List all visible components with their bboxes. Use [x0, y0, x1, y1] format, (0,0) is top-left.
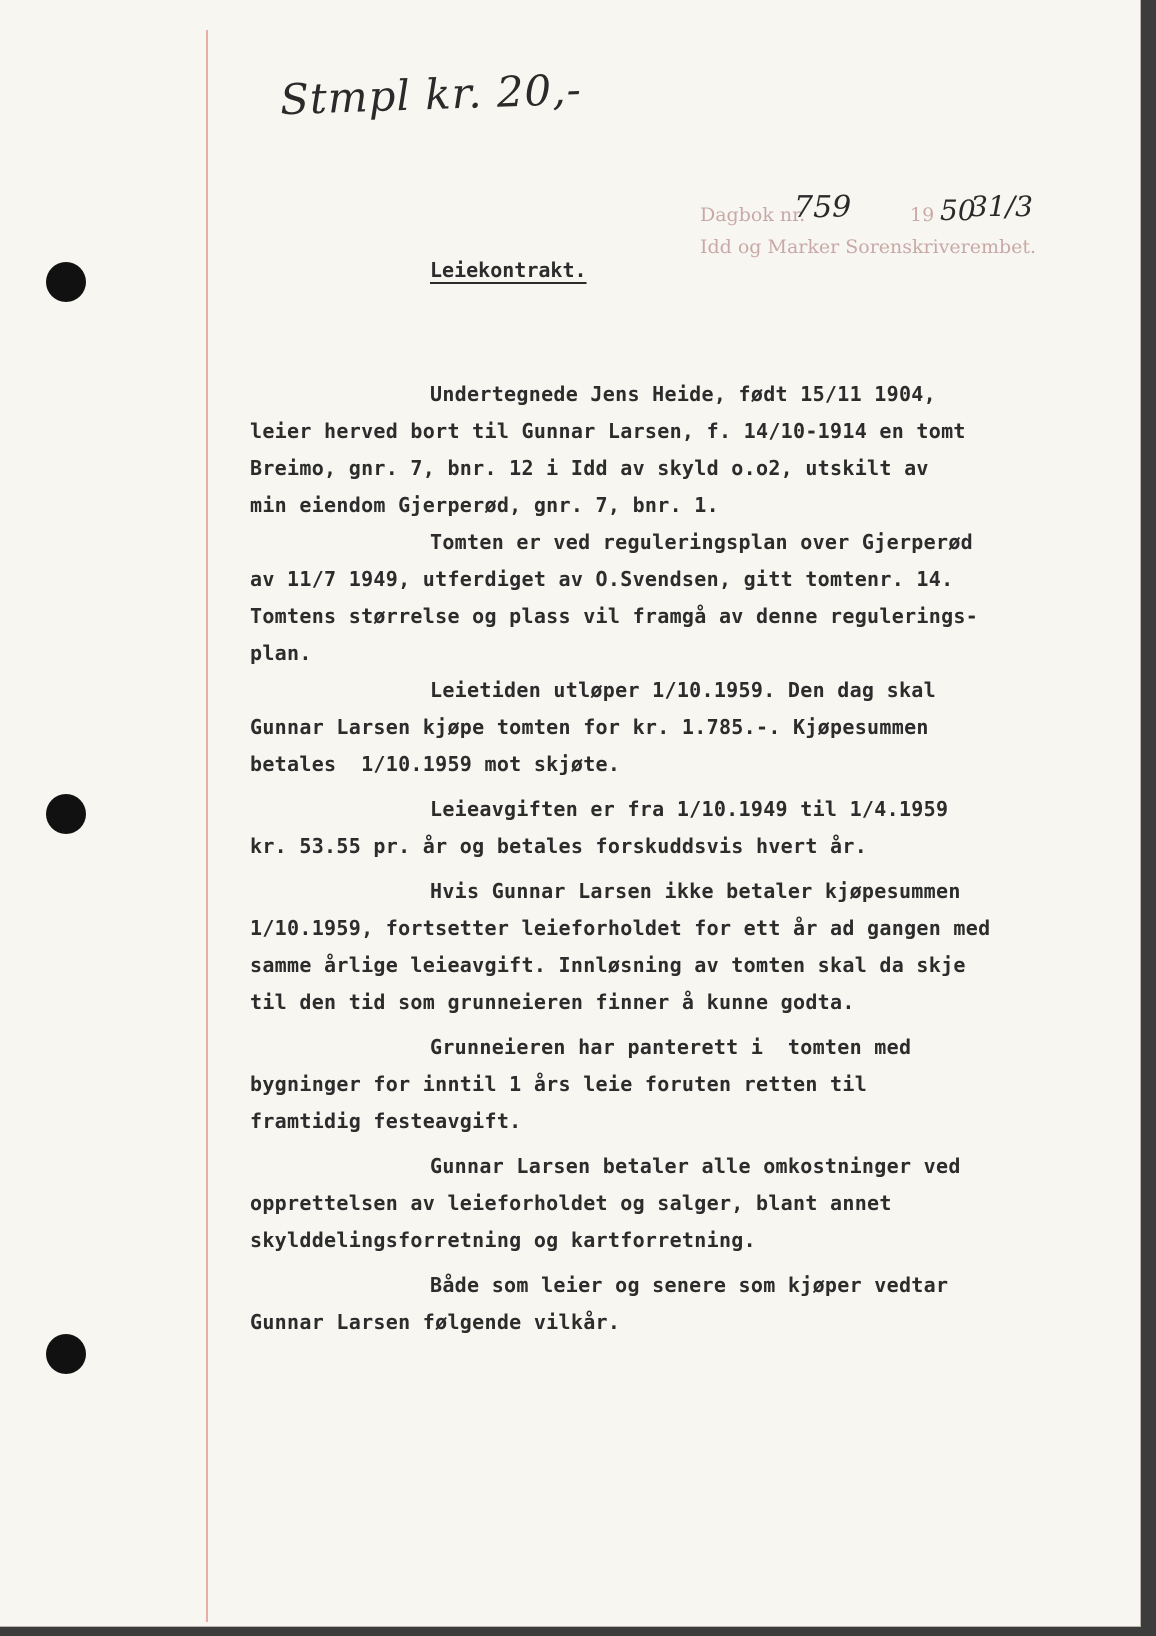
punch-hole: [46, 794, 86, 834]
text-line: Leieavgiften er fra 1/10.1949 til 1/4.1959: [430, 797, 949, 821]
text-line: Både som leier og senere som kjøper vedtar: [430, 1273, 949, 1297]
text-line: Grunneieren har panterett i tomten med: [430, 1035, 912, 1059]
text-line: leier herved bort til Gunnar Larsen, f. 14/10-1914 en tomt: [250, 419, 966, 443]
document-title: Leiekontrakt.: [430, 258, 587, 282]
text-line: Tomten er ved reguleringsplan over Gjerperød: [430, 530, 974, 554]
text-line: Hvis Gunnar Larsen ikke betaler kjøpesummen: [430, 879, 961, 903]
margin-rule: [206, 30, 208, 1622]
stamp-year-suffix: 50: [940, 194, 976, 227]
punch-hole: [46, 262, 86, 302]
text-line: 1/10.1959, fortsetter leieforholdet for ett år ad gangen med: [250, 916, 991, 940]
stamp-register-label: Dagbok nr.: [700, 204, 806, 226]
text-line: min eiendom Gjerperød, gnr. 7, bnr. 1.: [250, 493, 719, 517]
stamp-office: Idd og Marker Sorenskriverembet.: [700, 236, 1037, 258]
stamp-year-prefix: 19: [910, 204, 935, 226]
text-line: opprettelsen av leieforholdet og salger, blant annet: [250, 1191, 892, 1215]
stamp-fee-note: Stmpl kr. 20,-: [279, 64, 583, 125]
text-line: til den tid som grunneieren finner å kunne godta.: [250, 990, 855, 1014]
text-line: skylddelingsforretning og kartforretning.: [250, 1228, 756, 1252]
text-line: Tomtens størrelse og plass vil framgå av denne regulerings-: [250, 604, 979, 628]
text-line: Breimo, gnr. 7, bnr. 12 i Idd av skyld o.o2, utskilt av: [250, 456, 929, 480]
registration-stamp: [700, 190, 1070, 258]
text-line: plan.: [250, 641, 312, 665]
stamp-date: 31/3: [970, 190, 1033, 223]
text-line: Gunnar Larsen følgende vilkår.: [250, 1310, 621, 1334]
text-line: av 11/7 1949, utferdiget av O.Svendsen, gitt tomtenr. 14.: [250, 567, 954, 591]
text-line: kr. 53.55 pr. år og betales forskuddsvis hvert år.: [250, 834, 868, 858]
text-line: framtidig festeavgift.: [250, 1109, 522, 1133]
text-line: bygninger for inntil 1 års leie foruten retten til: [250, 1072, 868, 1096]
text-line: Leietiden utløper 1/10.1959. Den dag skal: [430, 678, 936, 702]
stamp-register-number: 759: [794, 190, 852, 225]
document-body: [250, 376, 1110, 1341]
punch-hole: [46, 1334, 86, 1374]
text-line: Undertegnede Jens Heide, født 15/11 1904,: [430, 382, 936, 406]
text-line: Gunnar Larsen kjøpe tomten for kr. 1.785.-. Kjøpesummen: [250, 715, 929, 739]
text-line: Gunnar Larsen betaler alle omkostninger ved: [430, 1154, 961, 1178]
text-line: betales 1/10.1959 mot skjøte.: [250, 752, 621, 776]
text-line: samme årlige leieavgift. Innløsning av tomten skal da skje: [250, 953, 966, 977]
